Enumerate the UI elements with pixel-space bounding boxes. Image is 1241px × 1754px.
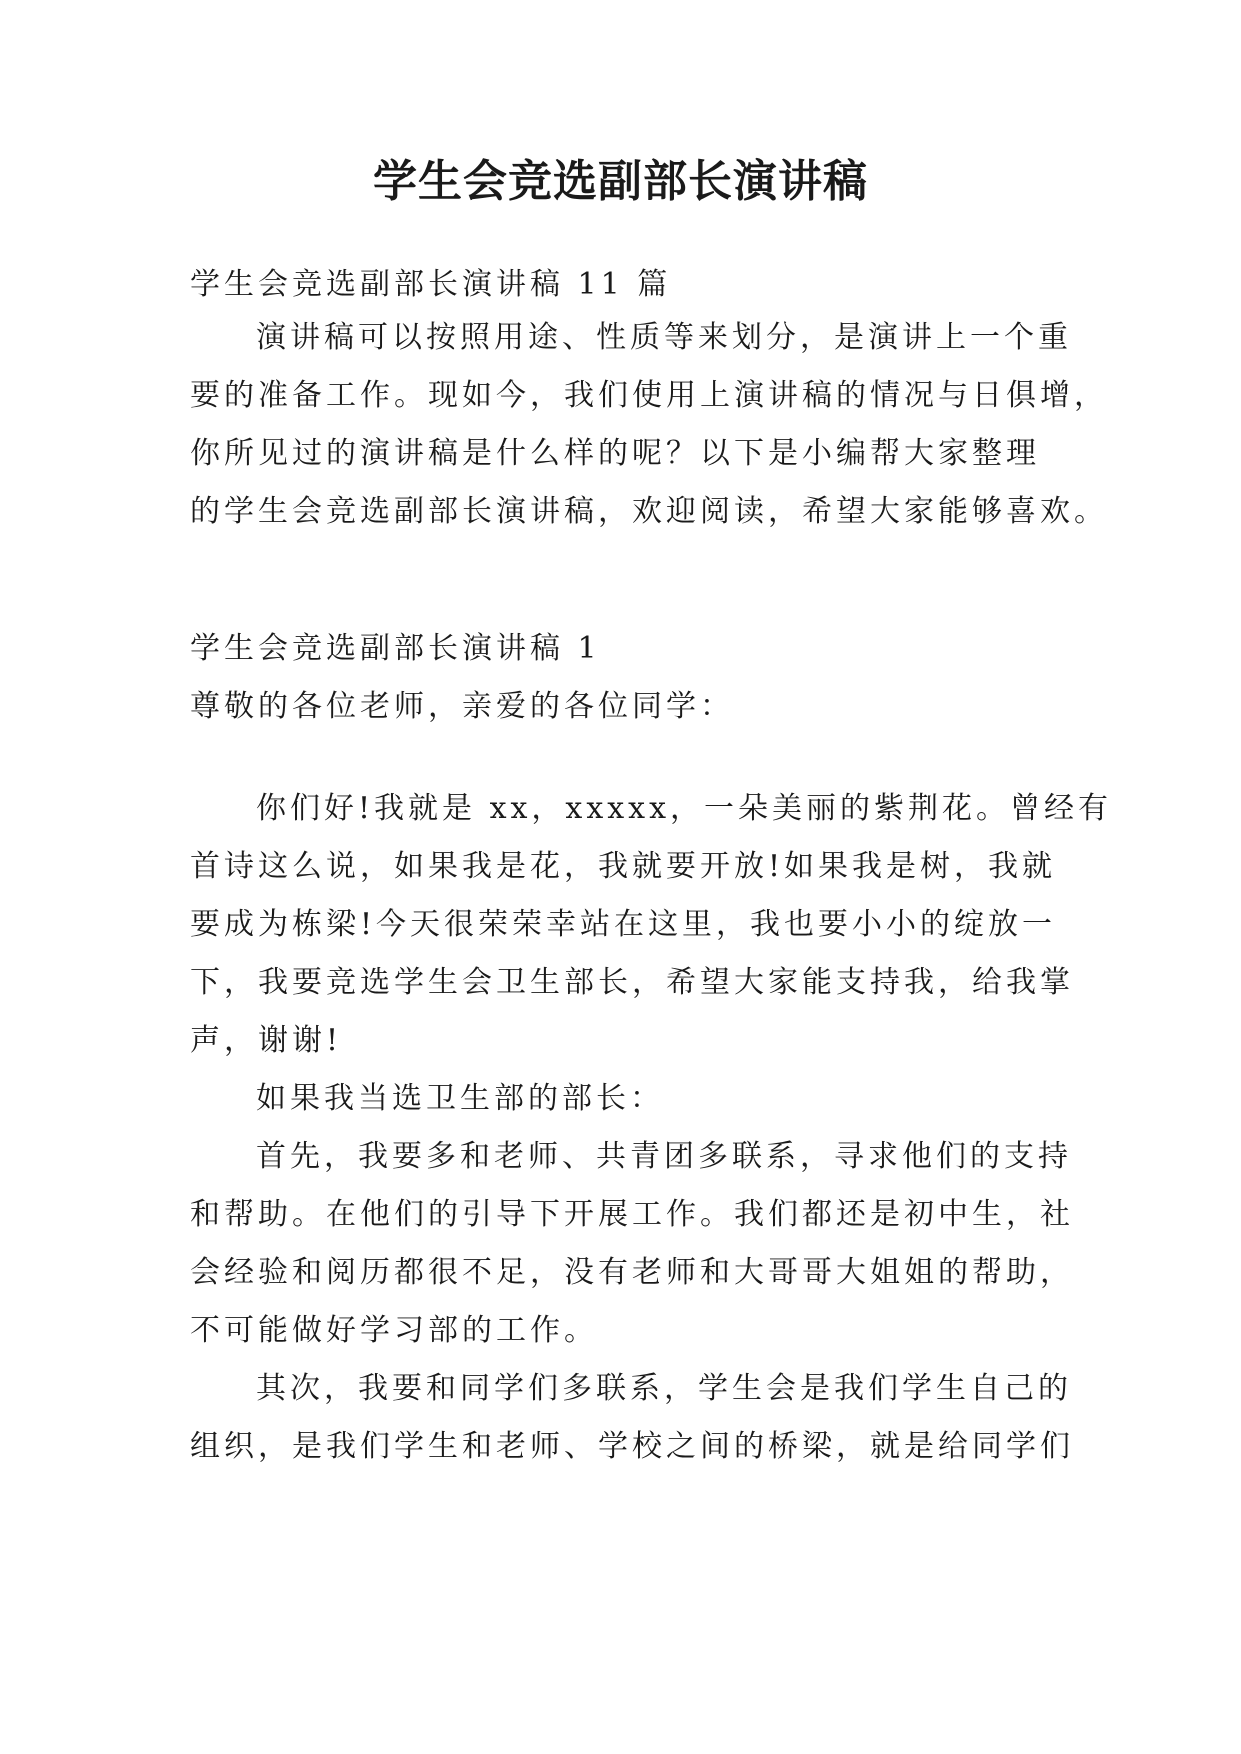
section-heading: 学生会竞选副部长演讲稿 1 — [190, 631, 601, 666]
paragraph-line: 你们好!我就是 xx，xxxxx，一朵美丽的紫荆花。曾经有 — [256, 791, 1113, 826]
collection-heading: 学生会竞选副部长演讲稿 11 篇 — [190, 267, 672, 302]
paragraph-line: 如果我当选卫生部的部长： — [256, 1081, 664, 1116]
paragraph-line: 和帮助。在他们的引导下开展工作。我们都还是初中生，社 — [190, 1197, 1074, 1232]
paragraph-line: 会经验和阅历都很不足，没有老师和大哥哥大姐姐的帮助， — [190, 1255, 1074, 1290]
intro-paragraph — [190, 309, 1108, 541]
paragraph-line: 首先，我要多和老师、共青团多联系，寻求他们的支持 — [256, 1139, 1072, 1174]
heading-block — [190, 256, 1060, 314]
paragraph-line: 其次，我要和同学们多联系，学生会是我们学生自己的 — [256, 1371, 1072, 1406]
salutation: 尊敬的各位老师，亲爱的各位同学： — [190, 689, 734, 724]
paragraph-line: 首诗这么说，如果我是花，我就要开放!如果我是树，我就 — [190, 849, 1057, 884]
paragraph-line: 组织，是我们学生和老师、学校之间的桥梁，就是给同学们 — [190, 1429, 1074, 1464]
intro-line: 演讲稿可以按照用途、性质等来划分，是演讲上一个重 — [256, 320, 1072, 355]
document-title: 学生会竞选副部长演讲稿 — [373, 156, 868, 207]
paragraph-line: 下，我要竞选学生会卫生部长，希望大家能支持我，给我掌 — [190, 965, 1074, 1000]
paragraph-line: 要成为栋梁!今天很荣荣幸站在这里，我也要小小的绽放一 — [190, 907, 1057, 942]
intro-line: 的学生会竞选副部长演讲稿，欢迎阅读，希望大家能够喜欢。 — [190, 494, 1108, 529]
intro-line: 你所见过的演讲稿是什么样的呢？以下是小编帮大家整理 — [190, 436, 1040, 471]
paragraph-greeting — [190, 780, 1113, 1128]
intro-line: 要的准备工作。现如今，我们使用上演讲稿的情况与日俱增， — [190, 378, 1108, 413]
paragraph-line: 不可能做好学习部的工作。 — [190, 1313, 598, 1348]
paragraph-first — [190, 1128, 1074, 1360]
section-heading-block — [190, 620, 1060, 736]
paragraph-second — [190, 1360, 1074, 1476]
paragraph-line: 声，谢谢! — [190, 1023, 343, 1058]
